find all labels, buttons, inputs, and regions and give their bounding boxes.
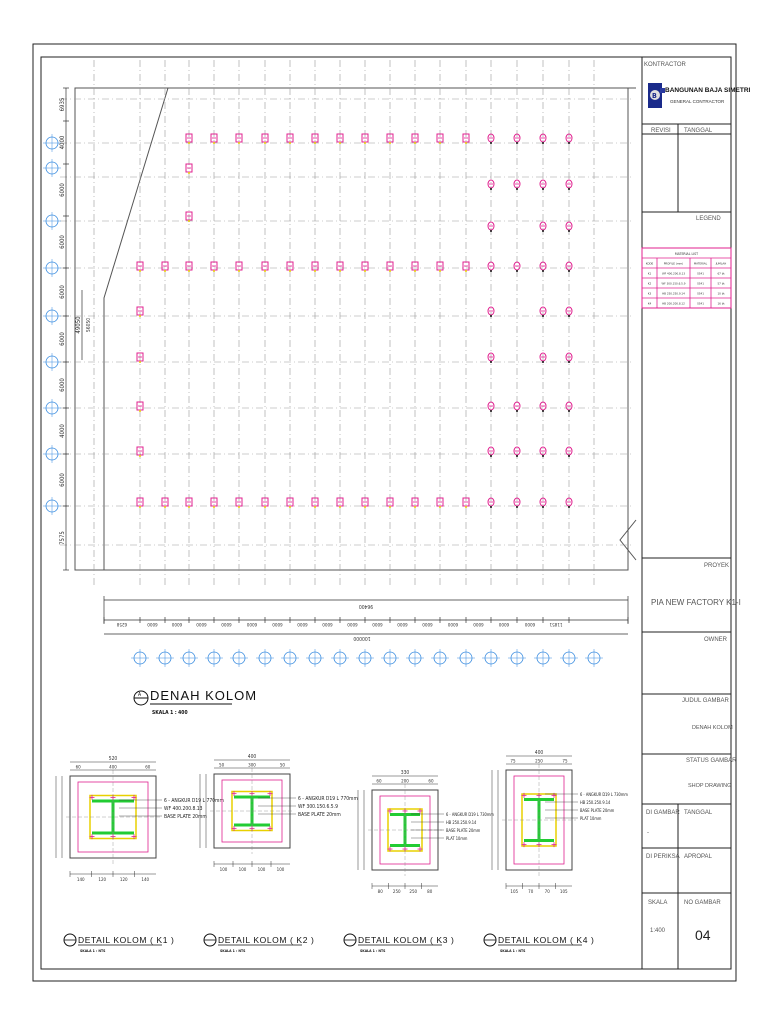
- material-cell: 16 bt: [717, 301, 725, 306]
- left-overall-dim: 56050: [86, 317, 92, 333]
- material-cell: K2: [647, 281, 652, 286]
- bottom-dim-label: 6000: [422, 621, 433, 626]
- material-cell: K3: [647, 291, 652, 296]
- material-cell: HB 250.250.9.14: [662, 291, 685, 296]
- top-overall-dim: 96400: [358, 603, 374, 609]
- left-dim-label: 6000: [59, 235, 66, 249]
- material-header: PROFILE (mm): [663, 261, 684, 266]
- material-cell: SS41: [697, 281, 704, 286]
- material-cell: K1: [647, 271, 652, 276]
- left-overall-dim: 49050: [75, 316, 82, 334]
- detail-bottom-dim: 140: [76, 878, 85, 883]
- revisi-label: REVISI: [651, 128, 671, 134]
- digambar-value: -: [647, 830, 649, 836]
- bottom-dim-label: 6000: [221, 621, 232, 626]
- material-cell: WF 300.150.6.5.9: [661, 281, 686, 286]
- left-dim-label: 6935: [59, 97, 66, 112]
- detail-bottom-dim: 250: [409, 890, 418, 895]
- detail-bottom-dim: 120: [98, 878, 107, 883]
- building-chamfer: [104, 88, 168, 570]
- detail-top-dim: 400: [247, 754, 257, 760]
- title-block: [642, 57, 751, 969]
- bottom-dim-label: 6000: [473, 621, 484, 626]
- detail-sub-dim: 75: [562, 759, 568, 765]
- svg-text:A: A: [138, 692, 142, 698]
- detail-note: WF 400.200.8.13: [164, 806, 203, 812]
- status-value: SHOP DRAWING: [688, 783, 732, 789]
- plan-scale: SKALA 1 : 400: [152, 710, 188, 716]
- material-cell: HB 200.200.8.12: [662, 301, 685, 306]
- bottom-dim-label: 6000: [498, 621, 510, 626]
- bottom-dim-label: 6000: [171, 621, 183, 626]
- detail-sub-dim: 60: [428, 779, 434, 785]
- detail-bottom-dim: 105: [559, 890, 568, 895]
- bottom-dim-label: 6000: [447, 621, 459, 626]
- detail-sub-dim: 250: [535, 759, 543, 765]
- detail-scale: SKALA 1 : NTS: [360, 949, 386, 953]
- bottom-dim-label: 6000: [272, 621, 283, 626]
- axis-bubbles: [43, 134, 603, 667]
- nogambar-label: NO GAMBAR: [684, 900, 721, 906]
- detail-bottom-dim: 100: [238, 868, 247, 873]
- detail-title: DETAIL KOLOM ( K4 ): [498, 935, 595, 945]
- bottom-dim-label: 6000: [297, 621, 308, 626]
- detail-note: 6 - ANGKUR D19 L 770mm: [164, 798, 224, 804]
- owner-label: OWNER: [704, 637, 727, 643]
- detail-sub-dim: 60: [75, 765, 81, 771]
- detail-sub-dim: 60: [376, 779, 382, 785]
- detail-scale: SKALA 1 : NTS: [220, 949, 246, 953]
- left-dim-label: 6000: [59, 183, 66, 197]
- detail-note: BASE PLATE 20mm: [446, 828, 481, 833]
- material-cell: K4: [647, 301, 652, 306]
- material-cell: SS41: [697, 271, 704, 276]
- detail-title: DETAIL KOLOM ( K1 ): [78, 935, 175, 945]
- detail-note: PLAT 10mm: [446, 836, 468, 841]
- detail-title: DETAIL KOLOM ( K3 ): [358, 935, 455, 945]
- detail-title: DETAIL KOLOM ( K2 ): [218, 935, 315, 945]
- detail-sub-dim: 400: [109, 765, 117, 771]
- aproval-label: APROPAL: [684, 854, 712, 860]
- detail-top-dim: 330: [400, 770, 410, 776]
- left-dim-label: 6000: [59, 378, 66, 392]
- detail-note: HB 250.250.9.14: [446, 820, 477, 825]
- bottom-dim-label: 6000: [246, 621, 258, 626]
- bottom-dim-label: 6000: [196, 621, 207, 626]
- material-cell: SS41: [697, 291, 704, 296]
- detail-top-dim: 520: [108, 756, 118, 762]
- material-header: MATERIAL: [693, 261, 708, 266]
- material-list-table: [642, 248, 731, 308]
- detail-bottom-dim: 80: [427, 890, 433, 895]
- company-sub: GENERAL CONTRACTOR: [670, 99, 725, 104]
- detail-note: WF 300.150.6.5.9: [298, 804, 338, 810]
- tanggal-label: TANGGAL: [684, 128, 713, 134]
- plan-title: [134, 688, 257, 716]
- company-name: BANGUNAN BAJA SIMETRI: [665, 87, 751, 94]
- material-header: KODE: [645, 261, 654, 266]
- detail-note: BASE PLATE 20mm: [580, 808, 615, 813]
- legend-label: LEGEND: [696, 216, 721, 222]
- nogambar-value: 04: [695, 927, 711, 943]
- bottom-dim-label: 6000: [397, 621, 408, 626]
- detail-bottom-dim: 70: [544, 890, 550, 895]
- material-cell: 10 bt: [717, 291, 725, 296]
- digambar-label: DI GAMBAR: [646, 810, 680, 816]
- project-name: PIA NEW FACTORY K1-I: [651, 598, 741, 607]
- bottom-dimensions: [104, 596, 628, 641]
- left-dim-label: 4000: [59, 424, 66, 438]
- bottom-dim-label: 6000: [524, 621, 536, 626]
- detail-scale: SKALA 1 : NTS: [80, 949, 106, 953]
- detail-note: HB 250.250.9.14: [580, 800, 611, 805]
- left-dim-label: 7575: [59, 531, 66, 545]
- detail-bottom-dim: 140: [141, 878, 150, 883]
- detail-bottom-dim: 80: [377, 890, 383, 895]
- material-cell: 67 bt: [717, 271, 725, 276]
- material-cell: SS41: [697, 301, 704, 306]
- detail-bottom-dim: 120: [119, 878, 128, 883]
- diperiksa-label: DI PERIKSA: [646, 854, 680, 860]
- bottom-dim-label: 6000: [322, 621, 333, 626]
- company-logo: [648, 83, 665, 108]
- detail-note: 6 - ANGKUR D19 L 730mm: [446, 812, 494, 817]
- detail-sub-dim: 200: [401, 779, 409, 785]
- detail-bottom-dim: 100: [276, 868, 285, 873]
- bottom-overall-dim: 100000: [353, 635, 371, 641]
- material-header: JUMLAH: [715, 261, 727, 266]
- left-dim-label: 6000: [59, 473, 66, 487]
- detail-note: 6 - ANGKUR D19 L 730mm: [580, 792, 628, 797]
- plan-title-text: DENAH KOLOM: [150, 688, 258, 703]
- proyek-label: PROYEK: [704, 563, 730, 569]
- detail-k3: [344, 770, 494, 953]
- svg-text:B: B: [652, 92, 657, 100]
- left-dim-label: 6000: [59, 332, 66, 346]
- detail-bottom-dim: 105: [510, 890, 519, 895]
- skala-label: SKALA: [648, 900, 668, 906]
- detail-note: PLAT 10mm: [580, 816, 602, 821]
- detail-k4: [484, 750, 628, 953]
- detail-top-dim: 400: [534, 750, 544, 756]
- material-cell: 57 bt: [717, 281, 725, 286]
- left-dim-label: 6000: [59, 285, 66, 299]
- contractor-label: KONTRACTOR: [644, 62, 686, 68]
- status-label: STATUS GAMBAR: [686, 758, 737, 764]
- tanggal2-label: TANGGAL: [684, 810, 713, 816]
- column-details: [56, 750, 628, 953]
- column-plan: [43, 60, 636, 716]
- material-list-title: MATERIAL LIST: [674, 252, 699, 256]
- material-cell: WF 400.200.8.13: [661, 271, 686, 276]
- bottom-dim-label: 6258: [116, 621, 128, 626]
- detail-note: BASE PLATE 20mm: [164, 814, 207, 820]
- detail-bottom-dim: 100: [257, 868, 266, 873]
- detail-k2: [200, 754, 358, 953]
- bottom-dim-label: 11851: [549, 621, 563, 626]
- detail-bottom-dim: 70: [528, 890, 534, 895]
- detail-bottom-dim: 250: [392, 890, 401, 895]
- building-outline: [75, 88, 628, 570]
- judul-value: DENAH KOLOM: [692, 725, 733, 731]
- bottom-dim-label: 6000: [347, 621, 358, 626]
- judul-label: JUDUL GAMBAR: [682, 698, 729, 704]
- detail-sub-dim: 60: [145, 765, 151, 771]
- detail-k1: [56, 756, 224, 953]
- columns: [137, 134, 572, 508]
- detail-note: 6 - ANGKUR D19 L 770mm: [298, 796, 358, 802]
- detail-sub-dim: 75: [510, 759, 516, 765]
- bottom-dim-label: 6000: [147, 621, 158, 626]
- detail-sub-dim: 300: [248, 763, 256, 769]
- detail-sub-dim: 50: [279, 763, 285, 769]
- detail-sub-dim: 50: [219, 763, 225, 769]
- bottom-dim-label: 6000: [372, 621, 383, 626]
- detail-note: BASE PLATE 20mm: [298, 812, 341, 818]
- detail-scale: SKALA 1 : NTS: [500, 949, 526, 953]
- detail-bottom-dim: 100: [219, 868, 228, 873]
- skala-value: 1:400: [650, 928, 666, 934]
- left-dim-label: 4000: [59, 135, 66, 150]
